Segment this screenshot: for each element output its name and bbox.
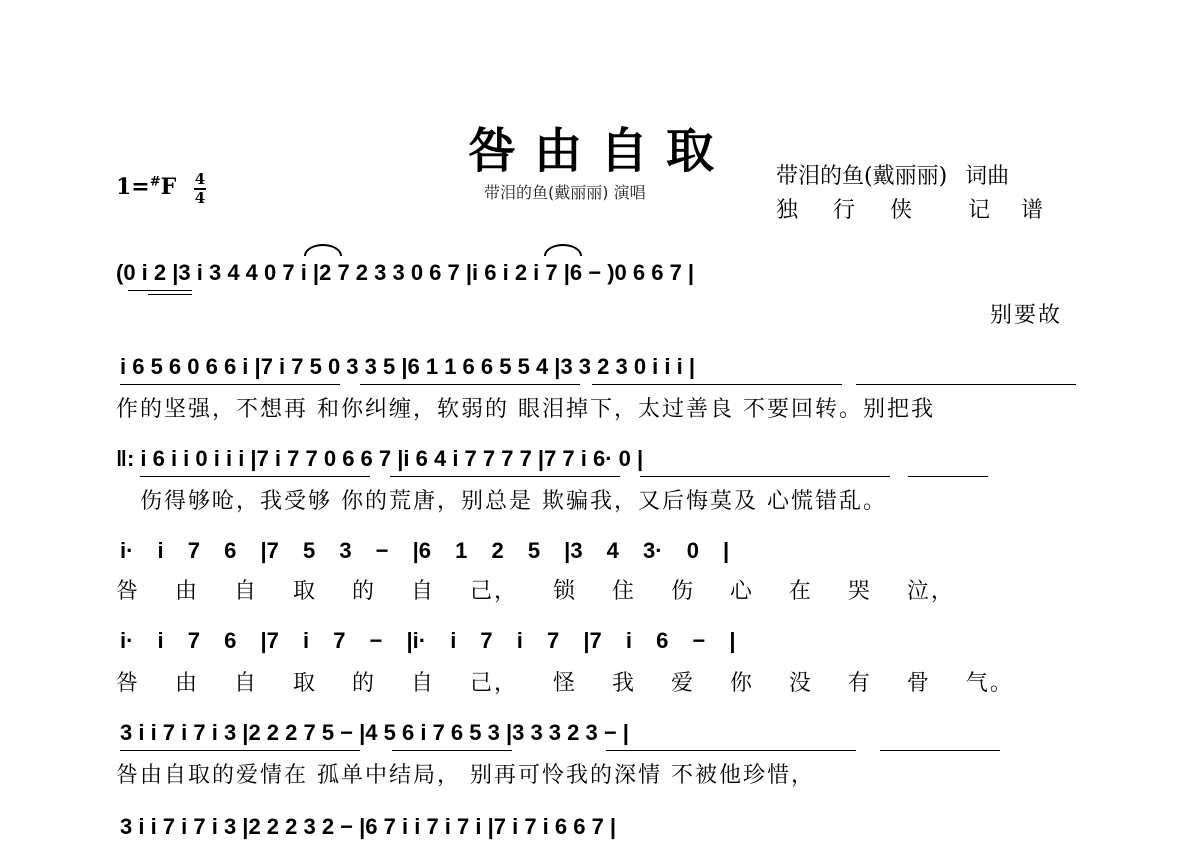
beam-underline	[140, 476, 370, 477]
notation-line-2: i 6 5 6 0 6 6 i |7 i 7 5 0 3 3 5 |6 1 1 6 6 5 5 4 |3 3 2 3 0 i i i |	[120, 354, 696, 379]
lyrics-line-1: 别要故	[990, 303, 1063, 328]
notation-line-7: 3 i i 7 i 7 i 3 |2 2 2 3 2 − |6 7 i i 7 i 7 i |7 i 7 i 6 6 7 |	[120, 814, 617, 839]
sharp-sign: #	[149, 174, 161, 190]
credit-name: 独 行 侠	[776, 198, 926, 223]
lyrics-line-6: 咎由自取的爱情在 孤单中结局， 别再可怜我的深情 不被他珍惜，	[116, 763, 815, 788]
credit-role: 词曲	[965, 164, 1010, 189]
notation-line-6: 3 i i 7 i 7 i 3 |2 2 2 7 5 − |4 5 6 i 7 6 5 3 |3 3 3 2 3 − |	[120, 720, 629, 745]
lyrics-line-4: 咎 由 自 取 的 自 己， 锁 住 伤 心 在 哭 泣，	[116, 579, 955, 604]
lyrics-line-2: 作的坚强，不想再 和你纠缠，软弱的 眼泪掉下，太过善良 不要回转。别把我	[116, 397, 935, 422]
beam-underline	[120, 750, 360, 751]
beam-underline	[148, 294, 192, 295]
key-label: 1=	[116, 174, 150, 200]
credit-role: 记 谱	[968, 198, 1055, 223]
song-title: 咎由自取	[467, 123, 732, 179]
beam-underline	[640, 476, 890, 477]
meter-bottom: 4	[194, 189, 206, 207]
credits-block	[776, 160, 1055, 228]
notation-line-5: i· i 7 6 |7 i 7 − |i· i 7 i 7 |7 i 6 − |	[120, 628, 736, 653]
notation-line-1: (0 i 2 |3 i 3 4 4 0 7 i |2 7 2 3 3 0 6 7 |i 6 i 2 i 7 |6 − )0 6 6 7 |	[116, 260, 695, 285]
tie-arc	[544, 244, 582, 256]
credit-transcriber	[776, 194, 1055, 228]
notation-line-4: i· i 7 6 |7 5 3 − |6 1 2 5 |3 4 3· 0 |	[120, 538, 730, 563]
time-signature	[194, 172, 206, 206]
beam-underline	[592, 384, 842, 385]
beam-underline	[856, 384, 1076, 385]
key-note: F	[160, 174, 177, 200]
beam-underline	[908, 476, 988, 477]
key-signature	[116, 174, 176, 200]
performer-credit: 带泪的鱼(戴丽丽) 演唱	[484, 183, 646, 202]
notation-line-3: ‖: i 6 i i 0 i i i |7 i 7 7 0 6 6 7 |i 6 4 i 7 7 7 7 |7 7 i 6· 0 |	[116, 446, 644, 471]
beam-underline	[606, 750, 856, 751]
meter-top: 4	[194, 170, 206, 188]
tie-arc	[304, 244, 342, 256]
beam-underline	[880, 750, 1000, 751]
beam-underline	[390, 476, 620, 477]
lyrics-line-3: 伤得够呛，我受够 你的荒唐，别总是 欺骗我，又后悔莫及 心慌错乱。	[140, 489, 887, 514]
beam-underline	[120, 384, 340, 385]
beam-underline	[128, 290, 192, 291]
credit-lyrics-music	[776, 160, 1055, 194]
lyrics-line-5: 咎 由 自 取 的 自 己， 怪 我 爱 你 没 有 骨 气。	[116, 671, 1014, 696]
beam-underline	[392, 750, 512, 751]
beam-underline	[360, 384, 580, 385]
credit-name: 带泪的鱼(戴丽丽)	[776, 164, 948, 189]
